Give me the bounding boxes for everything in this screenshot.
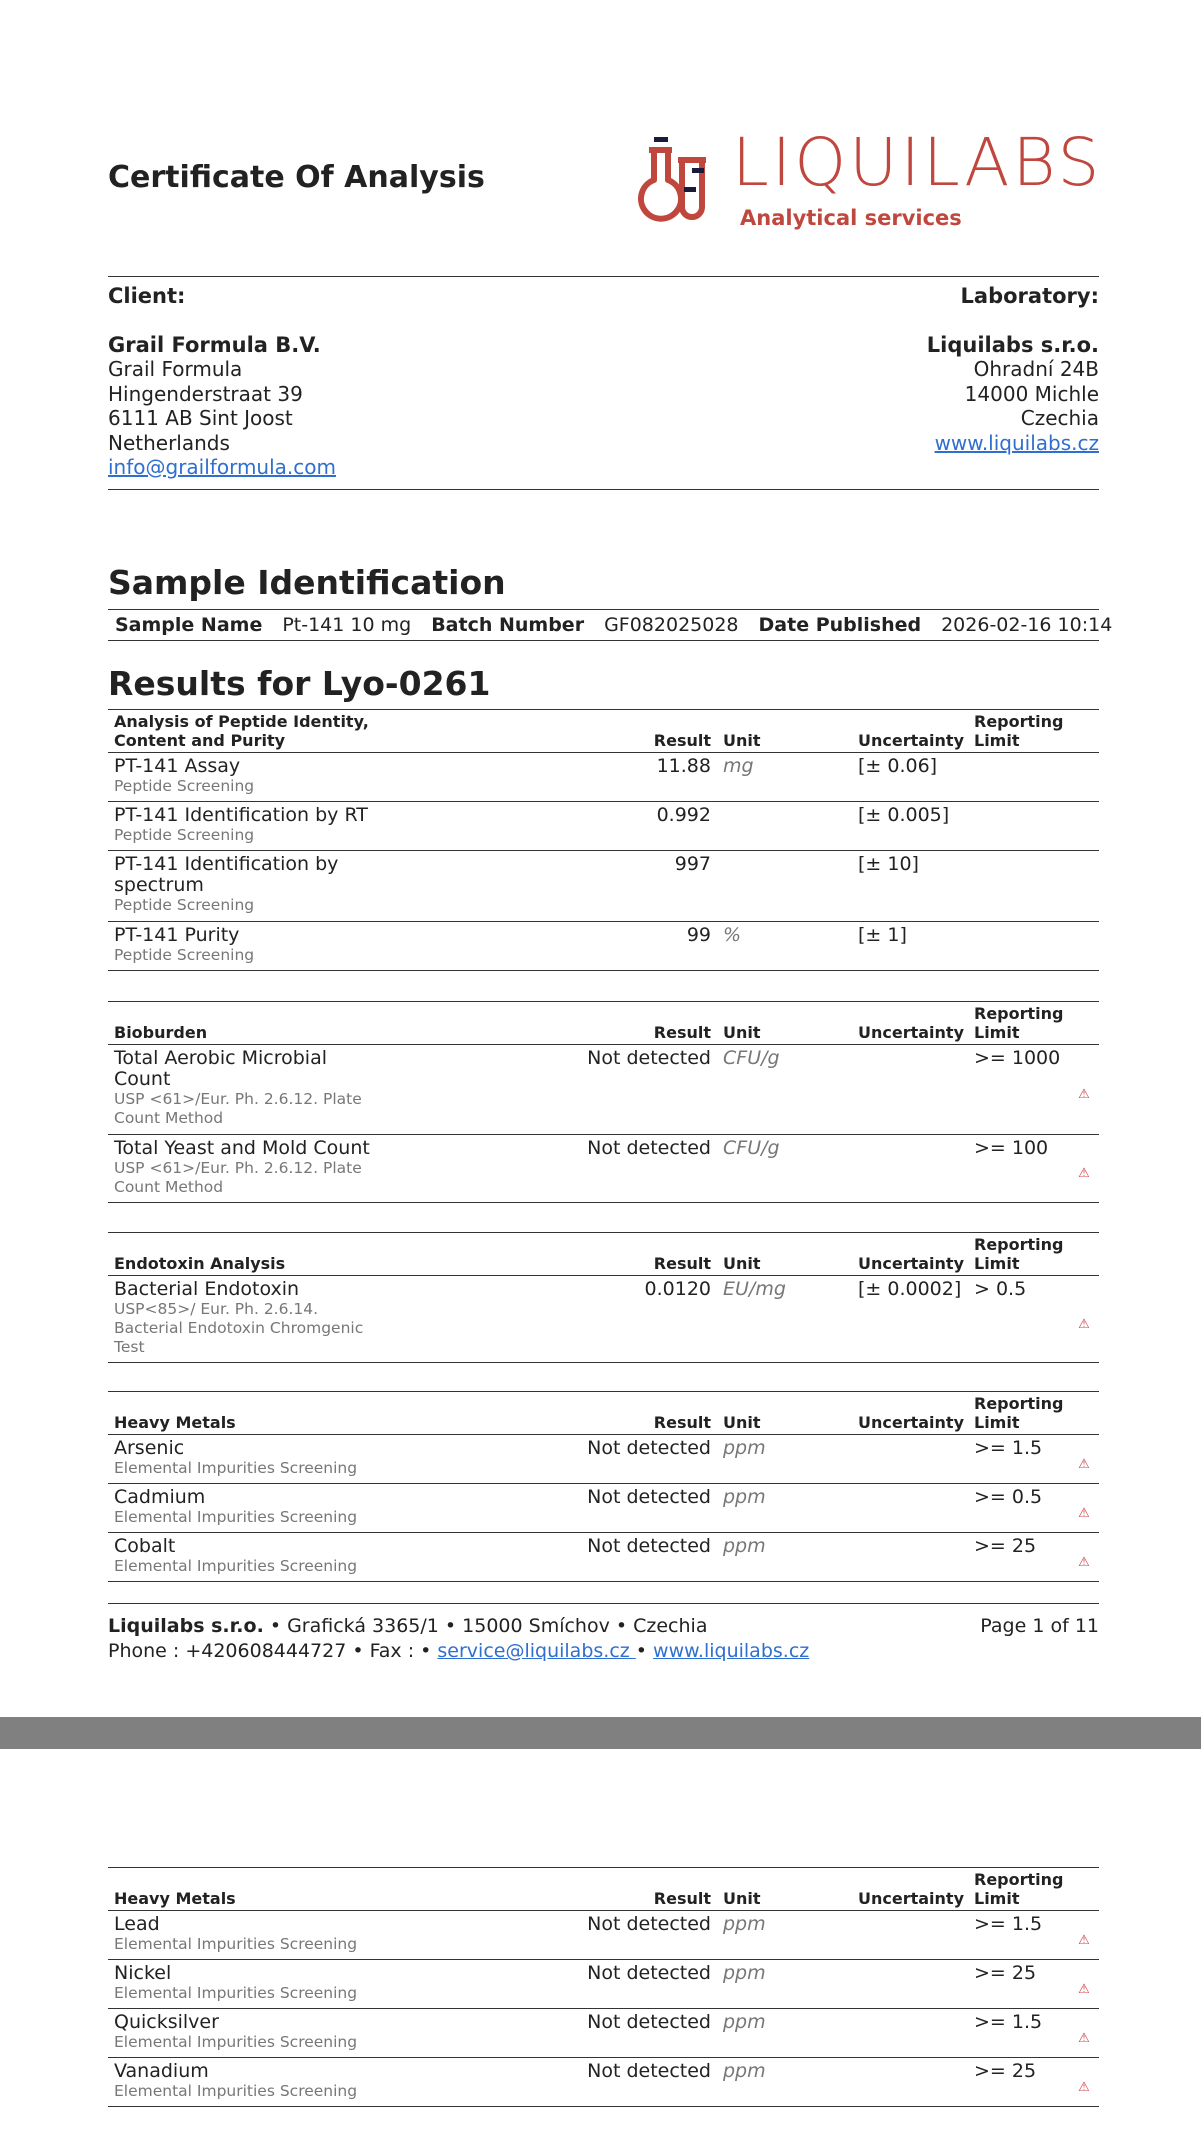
result-value: 11.88 — [382, 753, 717, 802]
unit-value — [717, 802, 852, 851]
result-header: Result — [382, 1233, 717, 1276]
analysis-method: Elemental Impurities Screening — [114, 1557, 358, 1575]
footer-website-link[interactable]: www.liquilabs.cz — [653, 1640, 810, 1662]
analysis-name: Total Yeast and Mold Count — [114, 1137, 370, 1159]
warning-column-header — [1069, 1868, 1099, 1911]
warning-cell — [1069, 1135, 1099, 1203]
results-table — [108, 1232, 1099, 1363]
analysis-name: PT-141 Purity — [114, 924, 240, 946]
unit-header: Unit — [717, 1392, 852, 1435]
batch-number-label: Batch Number — [431, 614, 585, 636]
section-header: Analysis of Peptide Identity, Content and Purity — [108, 710, 382, 753]
page-separator — [0, 1717, 1201, 1749]
analysis-method: Elemental Impurities Screening — [114, 1935, 358, 1953]
table-row — [108, 1484, 1099, 1533]
analysis-cell — [108, 753, 382, 802]
warning-column-header — [1069, 1392, 1099, 1435]
unit-value: CFU/g — [717, 1135, 852, 1203]
warning-cell — [1069, 922, 1099, 971]
reporting-limit-value: >= 1.5 — [968, 1911, 1069, 1960]
unit-value: ppm — [717, 1960, 852, 2009]
client-address-line: Netherlands — [108, 430, 230, 455]
page-number: Page 1 of 11 — [980, 1615, 1099, 1637]
result-header: Result — [382, 710, 717, 753]
unit-value: ppm — [717, 1484, 852, 1533]
result-value: Not detected — [382, 1960, 717, 2009]
uncertainty-header: Uncertainty — [852, 1392, 968, 1435]
logo-wordmark: LIQUILABS — [732, 124, 1103, 201]
result-value: 997 — [382, 851, 717, 922]
reporting-limit-value: >= 1.5 — [968, 2009, 1069, 2058]
results-table — [108, 1867, 1099, 2107]
warning-cell — [1069, 2009, 1099, 2058]
analysis-cell — [108, 1533, 382, 1582]
analysis-method: USP<85>/ Eur. Ph. 2.6.14. Bacterial Endotoxin Chromgenic Test — [114, 1300, 364, 1356]
document-title: Certificate Of Analysis — [108, 160, 485, 195]
result-value: 0.0120 — [382, 1276, 717, 1363]
table-row — [108, 1911, 1099, 1960]
unit-value — [717, 851, 852, 922]
analysis-method: Peptide Screening — [114, 896, 255, 914]
uncertainty-header: Uncertainty — [852, 710, 968, 753]
unit-value: ppm — [717, 1533, 852, 1582]
analysis-cell — [108, 2009, 382, 2058]
laboratory-address-line: Czechia — [1020, 406, 1099, 430]
warning-cell — [1069, 1960, 1099, 2009]
section-header: Bioburden — [108, 1002, 382, 1045]
analysis-name: Bacterial Endotoxin — [114, 1278, 300, 1300]
reporting-limit-value: >= 1.5 — [968, 1435, 1069, 1484]
uncertainty-value — [852, 1960, 968, 2009]
footer-address-line — [108, 1614, 1099, 1639]
footer-phone-fax: Phone : +420608444727 • Fax : • — [108, 1640, 438, 1662]
client-heading: Client: — [108, 284, 186, 308]
analysis-name: Quicksilver — [114, 2011, 219, 2033]
analysis-name: PT-141 Identification by spectrum — [114, 853, 339, 896]
sample-name-value: Pt-141 10 mg — [282, 614, 412, 636]
section-header: Heavy Metals — [108, 1868, 382, 1911]
unit-value: ppm — [717, 2058, 852, 2107]
footer-contact-line — [108, 1639, 1099, 1664]
uncertainty-value — [852, 1533, 968, 1582]
table-header-row — [108, 710, 1099, 753]
divider — [108, 276, 1099, 277]
analysis-name: Nickel — [114, 1962, 172, 1984]
reporting-limit-value: >= 0.5 — [968, 1484, 1069, 1533]
analysis-cell — [108, 1276, 382, 1363]
analysis-name: PT-141 Assay — [114, 755, 241, 777]
warning-triangle-icon: ⚠ — [1078, 1505, 1090, 1521]
reporting-limit-value — [968, 802, 1069, 851]
client-address-line: 6111 AB Sint Joost — [108, 406, 293, 430]
warning-cell — [1069, 1484, 1099, 1533]
unit-value: EU/mg — [717, 1276, 852, 1363]
reporting-limit-header: Reporting Limit — [968, 1002, 1069, 1045]
uncertainty-value — [852, 1435, 968, 1484]
laboratory-heading: Laboratory: — [960, 284, 1099, 308]
reporting-limit-value — [968, 922, 1069, 971]
uncertainty-header: Uncertainty — [852, 1002, 968, 1045]
analysis-cell — [108, 922, 382, 971]
uncertainty-value — [852, 1911, 968, 1960]
unit-value: CFU/g — [717, 1045, 852, 1135]
uncertainty-value: [± 10] — [852, 851, 968, 922]
uncertainty-value: [± 0.0002] — [852, 1276, 968, 1363]
sample-identification-heading: Sample Identification — [108, 563, 506, 602]
reporting-limit-value: >= 100 — [968, 1135, 1069, 1203]
reporting-limit-value: >= 25 — [968, 1533, 1069, 1582]
analysis-method: Elemental Impurities Screening — [114, 2082, 358, 2100]
batch-number-value: GF082025028 — [604, 614, 739, 636]
logo-tagline: Analytical services — [740, 206, 962, 230]
analysis-cell — [108, 851, 382, 922]
table-row — [108, 1435, 1099, 1484]
warning-cell — [1069, 851, 1099, 922]
uncertainty-value — [852, 2009, 968, 2058]
results-table — [108, 709, 1099, 971]
table-header-row — [108, 1002, 1099, 1045]
section-header: Heavy Metals — [108, 1392, 382, 1435]
table-row — [108, 2058, 1099, 2107]
table-header-row — [108, 1392, 1099, 1435]
uncertainty-value: [± 0.005] — [852, 802, 968, 851]
table-row — [108, 1045, 1099, 1135]
certificate-page-2 — [0, 1749, 1201, 2133]
uncertainty-value — [852, 2058, 968, 2107]
analysis-cell — [108, 1484, 382, 1533]
footer-email-link[interactable]: service@liquilabs.cz — [437, 1640, 636, 1662]
uncertainty-value: [± 1] — [852, 922, 968, 971]
unit-header: Unit — [717, 1233, 852, 1276]
warning-triangle-icon: ⚠ — [1078, 1087, 1090, 1102]
laboratory-address-line: Ohradní 24B — [973, 357, 1099, 381]
warning-triangle-icon: ⚠ — [1078, 1981, 1090, 1997]
footer-address: • Grafická 3365/1 • 15000 Smíchov • Czechia — [263, 1615, 708, 1637]
result-header: Result — [382, 1392, 717, 1435]
table-header-row — [108, 1233, 1099, 1276]
client-name: Grail Formula B.V. — [108, 332, 321, 357]
result-value: Not detected — [382, 1533, 717, 1582]
analysis-method: USP <61>/Eur. Ph. 2.6.12. Plate Count Method — [114, 1090, 362, 1127]
reporting-limit-value — [968, 851, 1069, 922]
reporting-limit-header: Reporting Limit — [968, 1392, 1069, 1435]
reporting-limit-value: >= 25 — [968, 1960, 1069, 2009]
warning-cell — [1069, 753, 1099, 802]
analysis-name: Lead — [114, 1913, 160, 1935]
result-value: Not detected — [382, 2009, 717, 2058]
result-value: Not detected — [382, 2058, 717, 2107]
date-published-value: 2026-02-16 10:14 — [941, 614, 1113, 636]
unit-value: mg — [717, 753, 852, 802]
analysis-cell — [108, 802, 382, 851]
analysis-method: Peptide Screening — [114, 946, 255, 964]
reporting-limit-header: Reporting Limit — [968, 1868, 1069, 1911]
results-table — [108, 1391, 1099, 1582]
result-value: Not detected — [382, 1435, 717, 1484]
footer-separator: • — [635, 1640, 654, 1662]
result-header: Result — [382, 1868, 717, 1911]
analysis-method: Peptide Screening — [114, 777, 255, 795]
results-heading: Results for Lyo-0261 — [108, 664, 491, 703]
warning-triangle-icon: ⚠ — [1078, 1316, 1090, 1332]
results-table — [108, 1001, 1099, 1203]
date-published-label: Date Published — [758, 614, 922, 636]
uncertainty-header: Uncertainty — [852, 1233, 968, 1276]
warning-cell — [1069, 802, 1099, 851]
warning-triangle-icon: ⚠ — [1078, 2030, 1090, 2046]
client-address-line: Grail Formula — [108, 357, 243, 381]
analysis-method: Elemental Impurities Screening — [114, 1984, 358, 2002]
result-value: Not detected — [382, 1135, 717, 1203]
table-row — [108, 1960, 1099, 2009]
table-row — [108, 753, 1099, 802]
laboratory-name: Liquilabs s.r.o. — [926, 332, 1099, 357]
warning-cell — [1069, 2058, 1099, 2107]
unit-header: Unit — [717, 1868, 852, 1911]
analysis-cell — [108, 1135, 382, 1203]
table-row — [108, 851, 1099, 922]
table-row — [108, 1533, 1099, 1582]
warning-triangle-icon: ⚠ — [1078, 1554, 1090, 1570]
table-row — [108, 1276, 1099, 1363]
laboratory-address-line: 14000 Michle — [964, 381, 1099, 406]
uncertainty-header: Uncertainty — [852, 1868, 968, 1911]
analysis-cell — [108, 1960, 382, 2009]
warning-cell — [1069, 1435, 1099, 1484]
sample-identification-bar — [108, 609, 1113, 641]
footer-company: Liquilabs s.r.o. — [108, 1615, 264, 1637]
result-header: Result — [382, 1002, 717, 1045]
analysis-name: Cobalt — [114, 1535, 176, 1557]
result-value: Not detected — [382, 1484, 717, 1533]
table-row — [108, 1135, 1099, 1203]
laboratory-block — [927, 284, 1099, 455]
analysis-name: PT-141 Identification by RT — [114, 804, 368, 826]
analysis-name: Cadmium — [114, 1486, 206, 1508]
warning-cell — [1069, 1533, 1099, 1582]
warning-cell — [1069, 1045, 1099, 1135]
uncertainty-value — [852, 1045, 968, 1135]
analysis-cell — [108, 1045, 382, 1135]
client-block — [108, 284, 336, 480]
uncertainty-value — [852, 1484, 968, 1533]
reporting-limit-header: Reporting Limit — [968, 1233, 1069, 1276]
table-header-row — [108, 1868, 1099, 1911]
reporting-limit-header: Reporting Limit — [968, 710, 1069, 753]
flask-logo-icon — [632, 132, 732, 232]
analysis-method: Elemental Impurities Screening — [114, 1508, 358, 1526]
reporting-limit-value: >= 1000 — [968, 1045, 1069, 1135]
uncertainty-value — [852, 1135, 968, 1203]
warning-column-header — [1069, 1002, 1099, 1045]
reporting-limit-value: >= 25 — [968, 2058, 1069, 2107]
unit-header: Unit — [717, 710, 852, 753]
warning-triangle-icon: ⚠ — [1078, 1456, 1090, 1472]
result-value: 99 — [382, 922, 717, 971]
analysis-name: Total Aerobic Microbial Count — [114, 1047, 328, 1090]
section-header: Endotoxin Analysis — [108, 1233, 382, 1276]
analysis-method: Peptide Screening — [114, 826, 255, 844]
warning-cell — [1069, 1276, 1099, 1363]
warning-column-header — [1069, 710, 1099, 753]
analysis-name: Vanadium — [114, 2060, 209, 2082]
table-row — [108, 802, 1099, 851]
warning-cell — [1069, 1911, 1099, 1960]
reporting-limit-value — [968, 753, 1069, 802]
warning-triangle-icon: ⚠ — [1078, 2079, 1090, 2095]
laboratory-website-link[interactable]: www.liquilabs.cz — [934, 430, 1099, 455]
unit-value: % — [717, 922, 852, 971]
unit-value: ppm — [717, 1435, 852, 1484]
sample-name-label: Sample Name — [115, 614, 263, 636]
reporting-limit-value: > 0.5 — [968, 1276, 1069, 1363]
analysis-cell — [108, 1435, 382, 1484]
analysis-name: Arsenic — [114, 1437, 185, 1459]
result-value: Not detected — [382, 1911, 717, 1960]
result-value: Not detected — [382, 1045, 717, 1135]
table-row — [108, 922, 1099, 971]
uncertainty-value: [± 0.06] — [852, 753, 968, 802]
analysis-cell — [108, 2058, 382, 2107]
warning-triangle-icon: ⚠ — [1078, 1166, 1090, 1181]
result-value: 0.992 — [382, 802, 717, 851]
analysis-cell — [108, 1911, 382, 1960]
divider — [108, 489, 1099, 490]
warning-column-header — [1069, 1233, 1099, 1276]
client-email-link[interactable]: info@grailformula.com — [108, 455, 336, 479]
page-footer — [108, 1614, 1099, 1664]
analysis-method: Elemental Impurities Screening — [114, 1459, 358, 1477]
warning-triangle-icon: ⚠ — [1078, 1932, 1090, 1948]
unit-value: ppm — [717, 1911, 852, 1960]
analysis-method: USP <61>/Eur. Ph. 2.6.12. Plate Count Method — [114, 1159, 362, 1196]
unit-header: Unit — [717, 1002, 852, 1045]
liquilabs-logo — [632, 124, 1103, 232]
analysis-method: Elemental Impurities Screening — [114, 2033, 358, 2051]
table-row — [108, 2009, 1099, 2058]
unit-value: ppm — [717, 2009, 852, 2058]
divider — [108, 1603, 1099, 1604]
client-address-line: Hingenderstraat 39 — [108, 381, 303, 406]
